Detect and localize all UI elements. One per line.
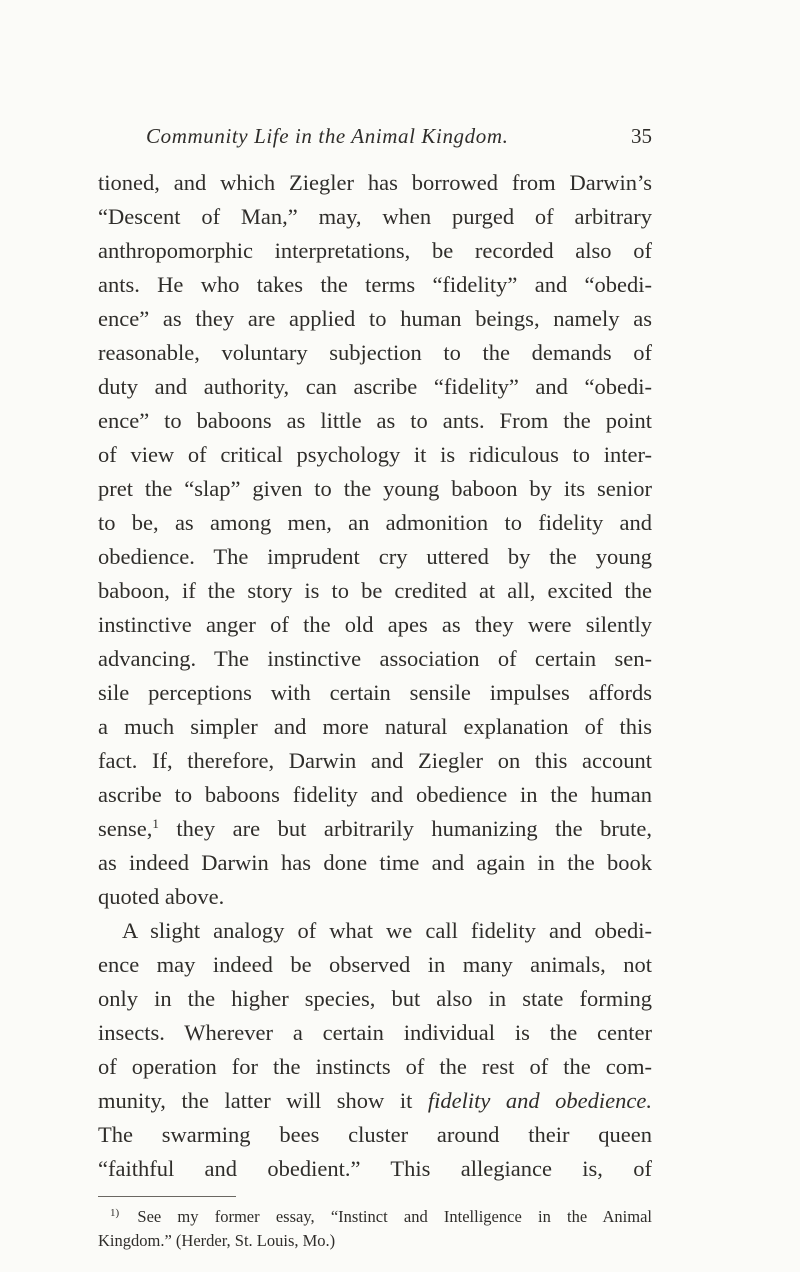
text-line: of view of critical psychology it is ridiculous to inter- [98,442,652,467]
text-line: fact. If, therefore, Darwin and Ziegler on this account [98,748,652,773]
footnote-line [110,1206,652,1230]
text-line: of operation for the instincts of the rest of the com- [98,1054,652,1079]
text-line: only in the higher species, but also in state forming [98,986,652,1011]
text-line-with-note [98,814,652,847]
text-line-with-italic [98,1086,652,1116]
text-line: ascribe to baboons fidelity and obedience in the human [98,782,652,807]
text-line: baboon, if the story is to be credited at all, excited the [98,578,652,603]
footnote-marker: 1) [110,1207,120,1219]
note-word: sense, [98,816,153,841]
text-line: A slight analogy of what we call fidelity and obedi- [122,918,652,943]
page-number: 35 [631,124,652,148]
text-line: tioned, and which Ziegler has borrowed from Darwin’s [98,170,652,195]
text-line: “Descent of Man,” may, when purged of arbitrary [98,204,652,229]
text-line: ence may indeed be observed in many animals, not [98,952,652,977]
text-line: as indeed Darwin has done time and again in the book [98,850,652,875]
text-line: anthropomorphic interpretations, be recorded also of [98,238,652,263]
text-line: “faithful and obedient.” This allegiance is, of [98,1156,652,1181]
text-line: reasonable, voluntary subjection to the demands of [98,340,652,365]
footnote-divider [98,1196,236,1197]
footnote-text: See my former essay, “Instinct and Intelligence in the Animal [137,1207,652,1226]
text-line: ence” as they are applied to human beings, namely as [98,306,652,331]
text-line-rest: they are but arbitrarily humanizing the brute, [176,816,653,841]
running-title: Community Life in the Animal Kingdom. [146,124,509,148]
text-line: The swarming bees cluster around their queen [98,1122,652,1147]
text-line-start: munity, the latter will show it [98,1088,413,1113]
text-line: pret the “slap” given to the young baboon by its senior [98,476,652,501]
text-line: quoted above. [98,884,225,909]
text-line: to be, as among men, an admonition to fidelity and [98,510,652,535]
italic-phrase: fidelity and obedience. [427,1088,653,1113]
footnote-reference: 1 [152,816,159,831]
text-line: sile perceptions with certain sensile impulses affords [98,680,652,705]
footnote-line: Kingdom.” (Herder, St. Louis, Mo.) [98,1231,336,1250]
text-line: ence” to baboons as little as to ants. From the point [98,408,652,433]
text-line: duty and authority, can ascribe “fidelity” and “obedi- [98,374,652,399]
text-line: advancing. The instinctive association of certain sen- [98,646,652,671]
running-head [146,124,652,156]
text-line: insects. Wherever a certain individual is the center [98,1020,652,1045]
text-line: obedience. The imprudent cry uttered by the young [98,544,652,569]
text-line: ants. He who takes the terms “fidelity” and “obedi- [98,272,652,297]
text-line: a much simpler and more natural explanation of this [98,714,652,739]
text-line: instinctive anger of the old apes as they were silently [98,612,652,637]
